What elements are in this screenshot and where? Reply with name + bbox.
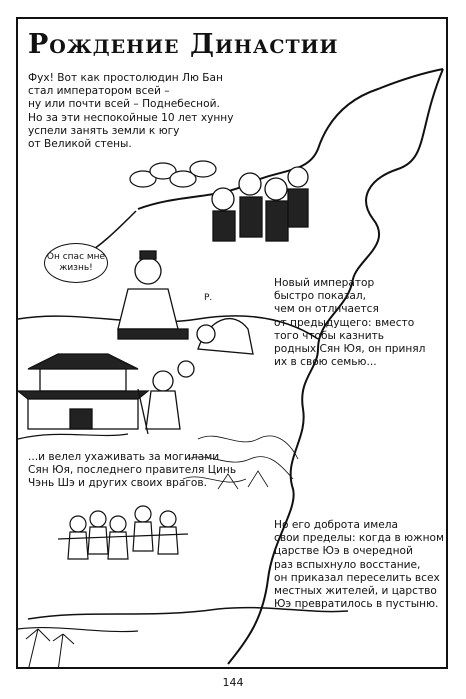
sheep-herd <box>130 161 216 187</box>
migrating-people <box>58 506 188 559</box>
river-2 <box>18 434 128 439</box>
new-emperor-caption: Новый император быстро показал, чем он отличается от предыдущего: вместо того чтобы казнить родных Сян Юя, он принял их в свою семью... <box>274 277 426 369</box>
page-title: Рождение Династии <box>28 29 339 60</box>
jungle-plants <box>26 629 74 669</box>
intro-caption: Фух! Вот как простолюдин Лю Бан стал императором всей – ну или почти всей – Поднебесной. Но за эти неспокойные 10 лет хунну успели занять земли к югу от Великой стены. <box>28 72 234 151</box>
speech-bubble <box>44 243 108 283</box>
page-number: 144 <box>222 676 244 689</box>
palace-building <box>18 354 148 429</box>
comic-panel <box>16 17 448 669</box>
emperor-figure <box>118 251 188 339</box>
bowing-figure <box>197 319 253 354</box>
graves-caption: ...и велел ухаживать за могилами Сян Юя, последнего правителя Цинь Чэнь Шэ и других своих врагов. <box>28 451 237 490</box>
limits-caption: Но его доброта имела свои пределы: когда в южном царстве Юэ в очередной раз вспыхнуло восстание, он приказал переселить всех местных жителей, и царство Юэ превратилось в пустыню. <box>274 519 444 611</box>
xiongnu-warriors <box>212 167 308 241</box>
speech-bubble-text: Он спас мне жизнь! <box>46 252 106 273</box>
sweeping-figure <box>138 361 194 434</box>
small-mark: Р. <box>204 293 213 303</box>
